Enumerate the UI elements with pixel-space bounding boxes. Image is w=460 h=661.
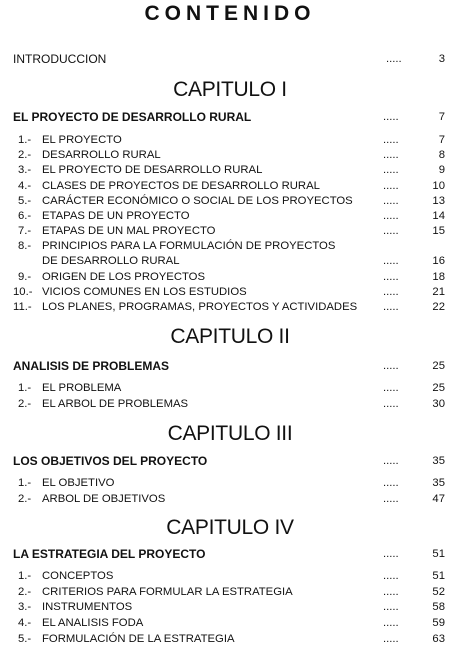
toc-entry	[0, 397, 460, 412]
toc-entry	[0, 492, 460, 507]
toc-entry-label: ORIGEN DE LOS PROYECTOS	[42, 271, 206, 283]
toc-page-number: 25	[432, 360, 445, 372]
toc-page-number: 21	[432, 286, 445, 298]
toc-entry	[0, 569, 460, 584]
toc-entry-number: 3.-	[18, 601, 32, 613]
toc-entry-number: 6.-	[18, 210, 32, 222]
toc-entry-number: 1.-	[18, 570, 32, 582]
section-label: LOS OBJETIVOS DEL PROYECTO	[13, 454, 208, 468]
toc-entry	[0, 209, 460, 224]
toc-leader: .....	[383, 149, 399, 161]
toc-entry-number: 2.-	[18, 493, 32, 505]
toc-entry	[0, 381, 460, 396]
page-title: CONTENIDO	[144, 2, 316, 25]
section-label: LA ESTRATEGIA DEL PROYECTO	[13, 547, 206, 561]
chapter-heading-2: CAPITULO II	[170, 325, 290, 348]
toc-entry-number: 2.-	[18, 398, 32, 410]
chapter-heading-3: CAPITULO III	[167, 422, 293, 445]
toc-page-number: 3	[438, 53, 445, 65]
toc-leader: .....	[383, 111, 399, 123]
toc-leader: .....	[383, 633, 399, 645]
toc-leader: .....	[383, 225, 399, 237]
toc-leader: .....	[383, 360, 399, 372]
toc-page-number: 7	[438, 134, 445, 146]
toc-leader: .....	[383, 586, 399, 598]
toc-page-number: 10	[432, 180, 445, 192]
toc-page-number: 52	[432, 586, 445, 598]
section-entry	[0, 454, 460, 469]
toc-page-number: 35	[432, 477, 445, 489]
toc-leader: .....	[383, 601, 399, 613]
toc-leader: .....	[383, 617, 399, 629]
toc-leader: .....	[383, 134, 399, 146]
toc-entry	[0, 632, 460, 647]
toc-entry-number: 5.-	[18, 195, 32, 207]
toc-entry-label: CONCEPTOS	[42, 570, 114, 582]
toc-leader: .....	[383, 548, 399, 560]
toc-leader: .....	[383, 271, 399, 283]
toc-entry-label: CARÁCTER ECONÓMICO O SOCIAL DE LOS PROYECTOS	[42, 195, 353, 207]
toc-leader: .....	[383, 195, 399, 207]
toc-entry-label: EL PROYECTO	[42, 134, 122, 146]
toc-leader: .....	[383, 493, 399, 505]
toc-entry	[0, 600, 460, 615]
toc-leader: .....	[383, 255, 399, 267]
toc-entry	[0, 133, 460, 148]
section-entry	[0, 547, 460, 562]
toc-entry-number: 4.-	[18, 617, 32, 629]
toc-entry-label: CRITERIOS PARA FORMULAR LA ESTRATEGIA	[42, 586, 293, 598]
toc-entry-number: 9.-	[18, 271, 32, 283]
toc-entry	[0, 179, 460, 194]
toc-entry-number: 3.-	[18, 164, 32, 176]
toc-leader: .....	[383, 455, 399, 467]
toc-page-number: 63	[432, 633, 445, 645]
toc-entry-label-line2: DE DESARROLLO RURAL	[42, 255, 180, 267]
toc-entry	[0, 300, 460, 315]
toc-leader: .....	[383, 210, 399, 222]
toc-page-number: 9	[438, 164, 445, 176]
toc-page-number: 35	[432, 455, 445, 467]
toc-leader: .....	[383, 477, 399, 489]
chapter-heading-1: CAPITULO I	[173, 78, 287, 101]
toc-leader: .....	[383, 570, 399, 582]
toc-entry	[0, 285, 460, 300]
toc-entry-number: 1.-	[18, 477, 32, 489]
toc-page-number: 51	[432, 570, 445, 582]
toc-entry-label: CLASES DE PROYECTOS DE DESARROLLO RURAL	[42, 180, 320, 192]
toc-entry-number: 1.-	[18, 382, 32, 394]
toc-entry-label: ETAPAS DE UN PROYECTO	[42, 210, 190, 222]
toc-page-number: 8	[438, 149, 445, 161]
toc-entry-label: EL ARBOL DE PROBLEMAS	[42, 398, 189, 410]
toc-entry-number: 11.-	[13, 301, 32, 313]
toc-page-number: 7	[438, 111, 445, 123]
toc-entry-label: INTRODUCCION	[13, 52, 107, 66]
toc-entry-label: ARBOL DE OBJETIVOS	[42, 493, 166, 505]
toc-entry-label: EL OBJETIVO	[42, 477, 115, 489]
toc-page-number: 14	[432, 210, 445, 222]
toc-entry-label: EL ANALISIS FODA	[42, 617, 144, 629]
toc-entry	[0, 148, 460, 163]
toc-leader: .....	[383, 382, 399, 394]
toc-page-number: 13	[432, 195, 445, 207]
toc-entry-label: FORMULACIÓN DE LA ESTRATEGIA	[42, 633, 235, 645]
toc-entry-label: EL PROYECTO DE DESARROLLO RURAL	[42, 164, 263, 176]
toc-page-number: 25	[432, 382, 445, 394]
toc-entry-number: 5.-	[18, 633, 32, 645]
toc-page-number: 22	[432, 301, 445, 313]
section-entry	[0, 359, 460, 374]
toc-page-number: 18	[432, 271, 445, 283]
toc-entry-number: 10.-	[13, 286, 33, 298]
toc-leader: .....	[383, 286, 399, 298]
toc-page-number: 15	[432, 225, 445, 237]
toc-entry	[0, 476, 460, 491]
toc-page-number: 59	[432, 617, 445, 629]
toc-entry-label: LOS PLANES, PROGRAMAS, PROYECTOS Y ACTIVIDADES	[42, 301, 358, 313]
toc-entry-number: 2.-	[18, 149, 32, 161]
toc-entry	[0, 585, 460, 600]
toc-page-number: 16	[432, 255, 445, 267]
toc-page-number: 47	[432, 493, 445, 505]
toc-leader: .....	[383, 164, 399, 176]
toc-entry-number: 8.-	[18, 240, 32, 252]
toc-page-number: 30	[432, 398, 445, 410]
section-label: EL PROYECTO DE DESARROLLO RURAL	[13, 110, 252, 124]
toc-entry-intro	[0, 52, 460, 67]
toc-entry	[0, 194, 460, 209]
toc-page-number: 51	[432, 548, 445, 560]
toc-entry-number: 1.-	[18, 134, 32, 146]
toc-leader: .....	[386, 53, 402, 65]
toc-entry	[0, 616, 460, 631]
chapter-heading-4: CAPITULO IV	[166, 516, 294, 539]
toc-entry	[0, 270, 460, 285]
toc-entry-continued	[0, 254, 460, 269]
toc-entry-label: DESARROLLO RURAL	[42, 149, 161, 161]
toc-page-number: 58	[432, 601, 445, 613]
toc-entry	[0, 239, 460, 254]
section-entry	[0, 110, 460, 125]
toc-entry-number: 4.-	[18, 180, 32, 192]
toc-leader: .....	[383, 398, 399, 410]
toc-entry	[0, 224, 460, 239]
toc-entry-label: ETAPAS DE UN MAL PROYECTO	[42, 225, 216, 237]
toc-entry-label: INSTRUMENTOS	[42, 601, 133, 613]
toc-entry-label: VICIOS COMUNES EN LOS ESTUDIOS	[42, 286, 247, 298]
toc-entry-number: 2.-	[18, 586, 32, 598]
toc-leader: .....	[383, 301, 399, 313]
toc-entry	[0, 163, 460, 178]
toc-entry-label: PRINCIPIOS PARA LA FORMULACIÓN DE PROYECTOS	[42, 240, 336, 252]
toc-entry-label: EL PROBLEMA	[42, 382, 122, 394]
toc-leader: .....	[383, 180, 399, 192]
section-label: ANALISIS DE PROBLEMAS	[13, 359, 170, 373]
toc-entry-number: 7.-	[18, 225, 32, 237]
